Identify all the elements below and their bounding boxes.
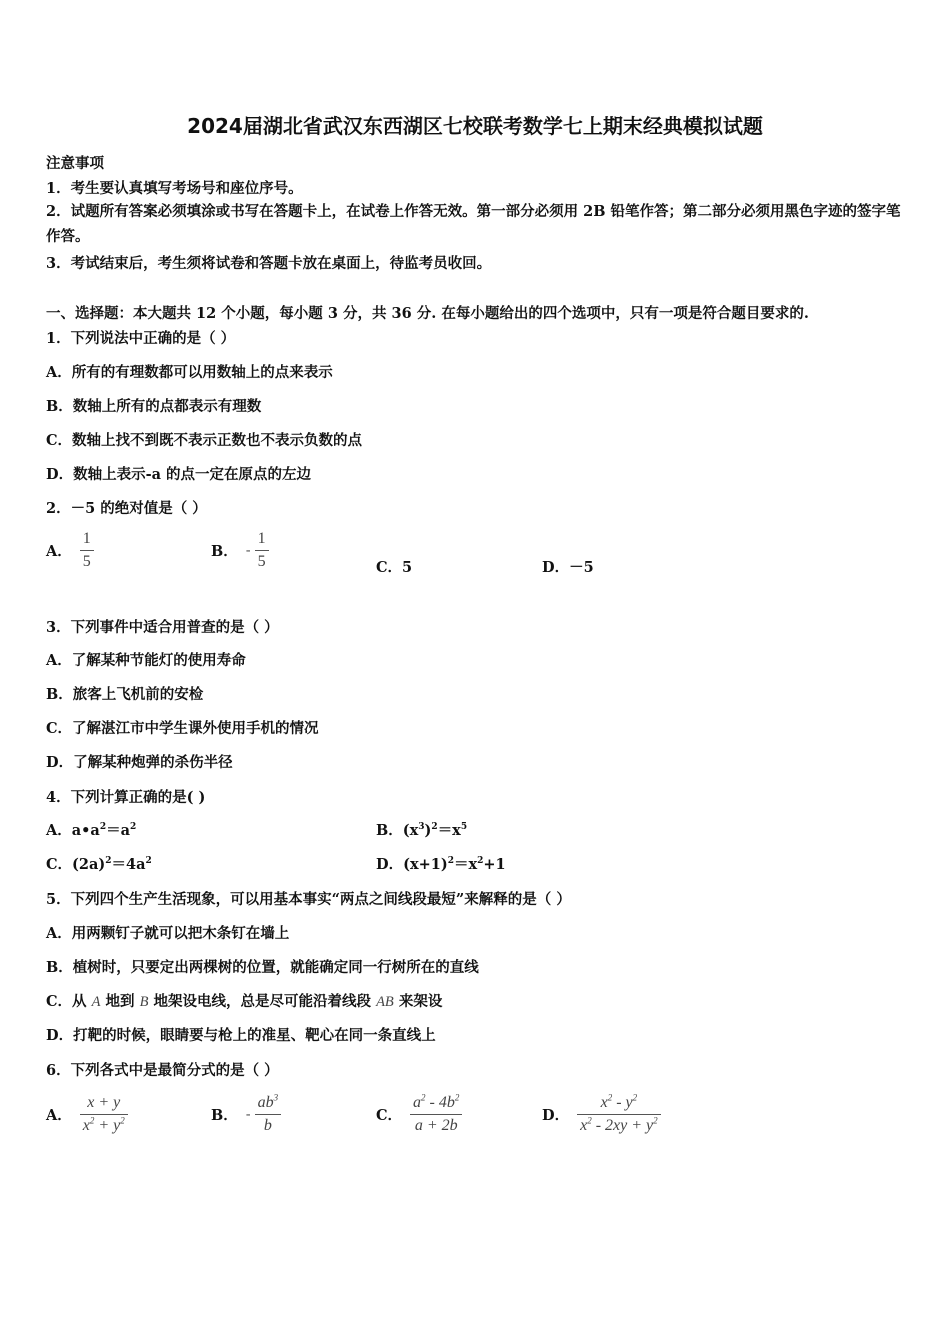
q2-option-a <box>46 530 94 571</box>
segment-ab: AB <box>376 994 394 1010</box>
denominator: b <box>263 1117 272 1134</box>
q4-options-row1 <box>46 819 910 843</box>
math-expression: $a•a^2=a^2$ <box>71 822 137 839</box>
q6-option-a <box>46 1094 128 1135</box>
q3-option-d: D．了解某种炮弹的杀伤半径 <box>46 754 233 771</box>
denominator: $x^2 + y^2$ <box>82 1115 125 1134</box>
math-expression: $(x^3)^2=x^5$ <box>402 822 468 839</box>
q6-option-c <box>376 1094 462 1135</box>
q2-option-d: D．－5 <box>542 559 594 576</box>
option-label: C． <box>376 1107 403 1124</box>
notice-item-3: 3．考试结束后，考生须将试卷和答题卡放在桌面上，待监考员收回。 <box>46 255 492 272</box>
fraction-bar <box>410 1114 462 1115</box>
q3-stem: 3．下列事件中适合用普查的是（ ） <box>46 619 279 636</box>
denominator: 5 <box>257 553 266 570</box>
numerator: 1 <box>82 530 91 547</box>
q2-option-c: C．5 <box>376 559 413 576</box>
option-label: A． <box>46 822 72 839</box>
q4-option-c <box>46 853 152 874</box>
q1-option-b: B．数轴上所有的点都表示有理数 <box>46 398 262 415</box>
denominator: 5 <box>82 553 91 570</box>
option-label: B． <box>211 543 238 560</box>
notice-heading: 注意事项 <box>46 155 104 172</box>
fraction-bar <box>255 1114 282 1115</box>
q4-option-b <box>376 819 467 840</box>
option-label: A． <box>46 543 72 560</box>
numerator: x + y <box>87 1094 121 1111</box>
q6-option-d <box>542 1094 661 1135</box>
q5-stem: 5．下列四个生产生活现象，可以用基本事实“两点之间线段最短”来解释的是（ ） <box>46 891 571 908</box>
option-label: B． <box>211 1107 238 1124</box>
fraction <box>577 1094 661 1135</box>
fraction-bar <box>255 550 269 551</box>
q5-option-b: B．植树时，只要定出两棵树的位置，就能确定同一行树所在的直线 <box>46 959 479 976</box>
denominator: $x^2 - 2xy + y^2$ <box>580 1115 658 1134</box>
q2-stem: 2．－5 的绝对值是（ ） <box>46 500 207 517</box>
q1-option-a: A．所有的有理数都可以用数轴上的点来表示 <box>46 364 333 381</box>
q6-options <box>46 1094 910 1150</box>
notice-item-2: 2．试题所有答案必须填涂或书写在答题卡上，在试卷上作答无效。第一部分必须用 2B 铅笔作答；第二部分必须用黑色字迹的签字笔作答。 <box>46 203 901 245</box>
q4-stem: 4．下列计算正确的是( ) <box>46 789 206 806</box>
page-title: 2024届湖北省武汉东西湖区七校联考数学七上期末经典模拟试题 <box>187 114 763 138</box>
q3-option-b: B．旅客上飞机前的安检 <box>46 686 204 703</box>
section-heading: 一、选择题：本大题共 12 个小题，每小题 3 分，共 36 分. 在每小题给出的四个选项中，只有一项是符合题目要求的. <box>46 305 809 322</box>
option-label: D． <box>376 856 404 873</box>
minus-sign: - <box>245 1106 251 1123</box>
q1-stem: 1．下列说法中正确的是（ ） <box>46 330 236 347</box>
math-expression: $(x+1)^2=x^2+1$ <box>403 856 506 873</box>
q3-option-c: C．了解湛江市中学生课外使用手机的情况 <box>46 720 319 737</box>
fraction <box>255 530 269 571</box>
q1-option-d: D．数轴上表示-a 的点一定在原点的左边 <box>46 466 312 483</box>
fraction-bar <box>80 550 94 551</box>
fraction <box>410 1094 462 1135</box>
text: C．从 <box>46 993 87 1010</box>
option-label: A． <box>46 1107 72 1124</box>
q2-options <box>46 530 910 580</box>
q1-option-c: C．数轴上找不到既不表示正数也不表示负数的点 <box>46 432 363 449</box>
numerator: $ab^3$ <box>257 1092 279 1111</box>
q4-option-d <box>376 853 506 874</box>
option-label: D． <box>542 1107 570 1124</box>
math-expression: $(2a)^2=4a^2$ <box>72 856 152 873</box>
fraction <box>80 1094 128 1135</box>
q3-option-a: A．了解某种节能灯的使用寿命 <box>46 652 246 669</box>
point-b: B <box>139 994 149 1010</box>
text: 来架设 <box>398 993 443 1010</box>
q4-option-a <box>46 819 136 840</box>
denominator: a + 2b <box>414 1117 458 1134</box>
numerator: $a^2 - 4b^2$ <box>413 1092 460 1111</box>
q2-option-b <box>211 530 269 571</box>
numerator: 1 <box>257 530 266 547</box>
numerator: $x^2 - y^2$ <box>600 1092 638 1111</box>
q5-option-c <box>46 990 442 1011</box>
text: 地架设电线，总是尽可能沿着线段 <box>153 993 372 1010</box>
notice-item-1: 1．考生要认真填写考场号和座位序号。 <box>46 180 303 197</box>
q6-option-b <box>211 1094 281 1135</box>
text: 地到 <box>105 993 135 1010</box>
q5-option-d: D．打靶的时候，眼睛要与枪上的准星、靶心在同一条直线上 <box>46 1027 436 1044</box>
fraction <box>80 530 94 571</box>
q6-stem: 6．下列各式中是最简分式的是（ ） <box>46 1062 279 1079</box>
point-a: A <box>91 994 101 1010</box>
minus-sign: - <box>245 542 251 559</box>
q4-options-row2 <box>46 853 910 877</box>
q5-option-a: A．用两颗钉子就可以把木条钉在墙上 <box>46 925 290 942</box>
option-label: B． <box>376 822 403 839</box>
option-label: C． <box>46 856 73 873</box>
fraction <box>255 1094 282 1135</box>
